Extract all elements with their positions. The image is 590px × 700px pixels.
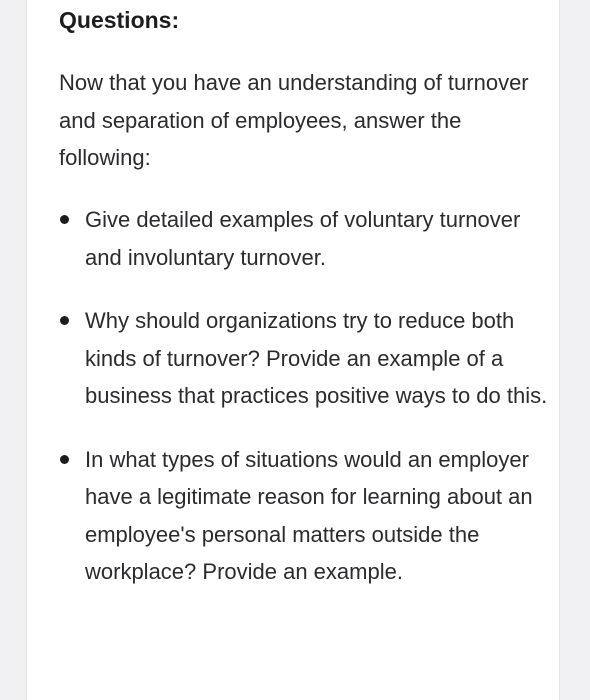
- bullet-icon: [60, 215, 69, 224]
- question-text-1: Give detailed examples of voluntary turnover and involuntary turnover.: [85, 207, 521, 270]
- question-card: [26, 0, 560, 700]
- question-item-1: [59, 201, 549, 276]
- question-text-2: Why should organizations try to reduce both kinds of turnover? Provide an example of a business that practices positive ways to do this.: [85, 308, 548, 408]
- question-list: [59, 201, 549, 617]
- bullet-icon: [60, 455, 69, 464]
- bullet-icon: [60, 316, 69, 325]
- question-text-3: In what types of situations would an employer have a legitimate reason for learning about an employee's personal matters outside the workplace? Provide an example.: [85, 446, 533, 584]
- question-item-3: [59, 441, 549, 591]
- questions-heading: Questions:: [59, 7, 180, 33]
- question-item-2: [59, 302, 549, 415]
- intro-text: Now that you have an understanding of turnover and separation of employees, answer the following:: [59, 70, 529, 170]
